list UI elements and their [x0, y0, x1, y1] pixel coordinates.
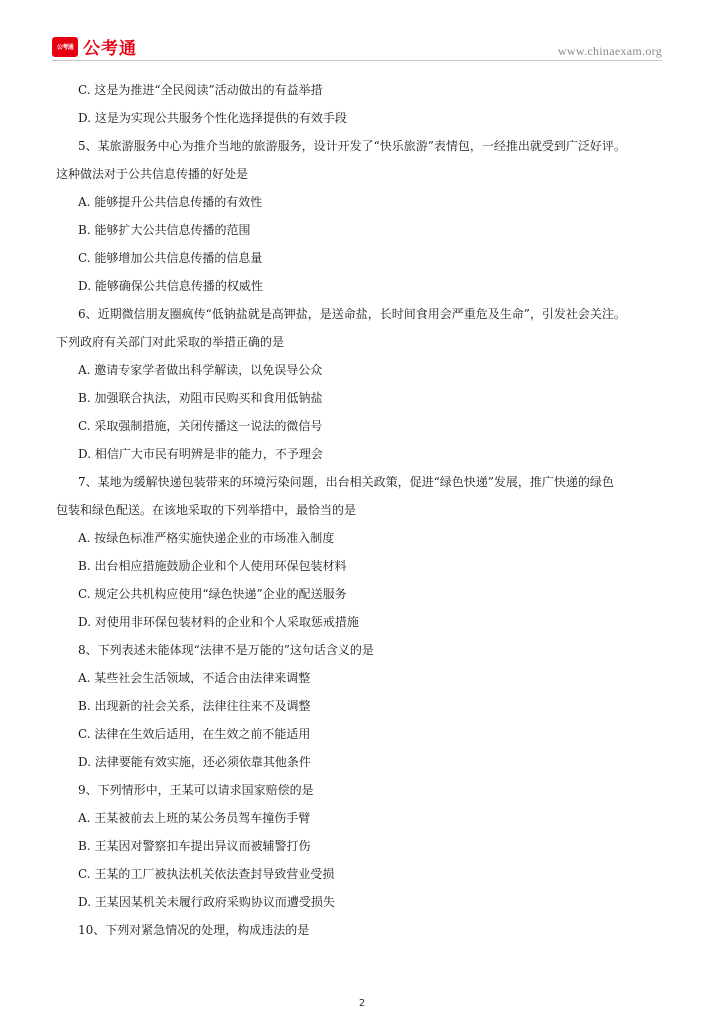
- answer-option: A. 邀请专家学者做出科学解读，以免误导公众: [78, 363, 323, 377]
- answer-option: A. 某些社会生活领域，不适合由法律来调整: [78, 671, 311, 685]
- answer-option: B. 出现新的社会关系，法律往往来不及调整: [78, 699, 311, 713]
- answer-option: B. 王某因对警察扣车提出异议而被辅警打伤: [78, 839, 311, 853]
- answer-option: D. 法律要能有效实施，还必须依靠其他条件: [78, 755, 311, 769]
- answer-option: C. 这是为推进“全民阅读”活动做出的有益举措: [78, 83, 323, 97]
- answer-option: A. 王某被前去上班的某公务员驾车撞伤手臂: [78, 811, 311, 825]
- answer-option: C. 规定公共机构应使用“绿色快递”企业的配送服务: [78, 587, 347, 601]
- site-url[interactable]: www.chinaexam.org: [557, 44, 662, 58]
- logo-text: 公考通: [83, 39, 137, 59]
- document-body: [56, 76, 672, 944]
- answer-option: B. 出台相应措施鼓励企业和个人使用环保包装材料: [78, 559, 347, 573]
- answer-option: A. 能够提升公共信息传播的有效性: [78, 195, 263, 209]
- answer-option: D. 王某因某机关未履行政府采购协议而遭受损失: [78, 895, 335, 909]
- question-text: 10、下列对紧急情况的处理，构成违法的是: [78, 923, 310, 937]
- question-text: 9、下列情形中，王某可以请求国家赔偿的是: [78, 783, 314, 797]
- question-text: 5、某旅游服务中心为推介当地的旅游服务，设计开发了“快乐旅游”表情包，一经推出就受到广泛好评。: [78, 139, 626, 153]
- answer-option: C. 王某的工厂被执法机关依法查封导致营业受损: [78, 867, 335, 881]
- question-text-continued: 包装和绿色配送。在该地采取的下列举措中，最恰当的是: [56, 503, 357, 517]
- question-text: 7、某地为缓解快递包装带来的环境污染问题，出台相关政策，促进“绿色快递”发展，推广快递的绿色: [78, 475, 614, 489]
- answer-option: D. 能够确保公共信息传播的权威性: [78, 279, 263, 293]
- brand-logo[interactable]: [52, 34, 137, 59]
- answer-option: A. 按绿色标准严格实施快递企业的市场准入制度: [78, 531, 335, 545]
- answer-option: C. 采取强制措施，关闭传播这一说法的微信号: [78, 419, 323, 433]
- header-divider: [52, 60, 662, 61]
- answer-option: B. 加强联合执法，劝阻市民购买和食用低钠盐: [78, 391, 323, 405]
- answer-option: D. 相信广大市民有明辨是非的能力，不予理会: [78, 447, 323, 461]
- question-text-continued: 这种做法对于公共信息传播的好处是: [56, 167, 249, 181]
- answer-option: B. 能够扩大公共信息传播的范围: [78, 223, 251, 237]
- question-text-continued: 下列政府有关部门对此采取的举措正确的是: [56, 335, 285, 349]
- answer-option: C. 能够增加公共信息传播的信息量: [78, 251, 263, 265]
- question-text: 8、下列表述未能体现“法律不是万能的”这句话含义的是: [78, 643, 374, 657]
- page-number: 2: [358, 998, 366, 1009]
- answer-option: D. 这是为实现公共服务个性化选择提供的有效手段: [78, 111, 347, 125]
- page-header: [0, 0, 724, 62]
- answer-option: C. 法律在生效后适用，在生效之前不能适用: [78, 727, 311, 741]
- logo-icon: 公考通: [52, 37, 78, 57]
- answer-option: D. 对使用非环保包装材料的企业和个人采取惩戒措施: [78, 615, 359, 629]
- question-text: 6、近期微信朋友圈疯传“低钠盐就是高钾盐，是送命盐，长时间食用会严重危及生命”，引发社会关注。: [78, 307, 626, 321]
